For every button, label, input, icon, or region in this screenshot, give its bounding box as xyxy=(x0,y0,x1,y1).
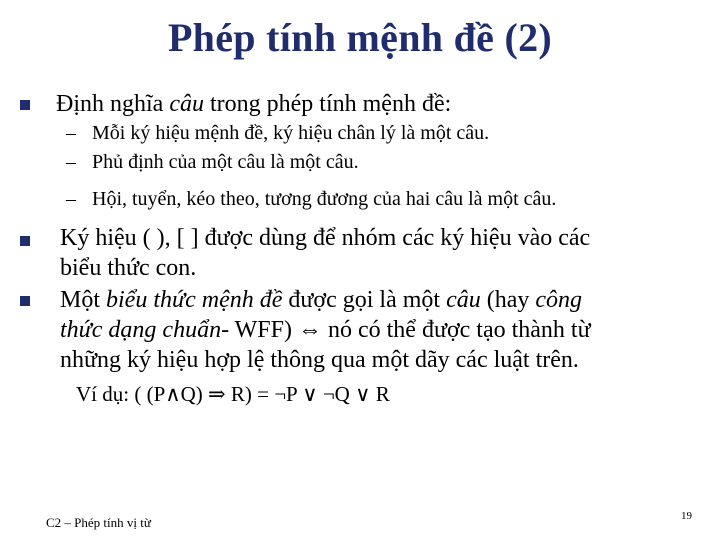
bullet-definition-prefix: Định nghĩa xyxy=(56,91,170,117)
bullet-definition-emphasis: câu xyxy=(169,91,204,117)
wff-text-2: được gọi là một xyxy=(282,287,447,313)
wff-emph-3: công xyxy=(535,287,583,313)
bullet-definition-suffix: trong phép tính mệnh đề: xyxy=(203,91,452,117)
dash-3: – xyxy=(66,188,76,210)
square-bullet-icon xyxy=(20,296,30,306)
wff-text-3: (hay xyxy=(480,287,536,313)
wff-text-4: - WFF) xyxy=(221,317,298,343)
page-title: Phép tính mệnh đề (2) xyxy=(167,15,553,60)
bullet-definition xyxy=(56,88,451,120)
page-number: 19 xyxy=(681,510,692,522)
square-bullet-icon xyxy=(20,236,30,246)
bullet-wff-line-2 xyxy=(60,314,591,346)
square-bullet-icon xyxy=(20,100,30,110)
wff-emph-2: câu xyxy=(446,287,481,313)
example-formula: Ví dụ: ( (P∧Q) ⇒ R) = ¬P ∨ ¬Q ∨ R xyxy=(76,382,390,406)
bullet-wff-line-1 xyxy=(60,284,582,316)
subitem-2: Phủ định của một câu là một câu. xyxy=(92,151,359,173)
iff-symbol: ⇔ xyxy=(297,317,322,343)
bullet-grouping-line-1: Ký hiệu ( ), [ ] được dùng để nhóm các ký hiệu vào các xyxy=(60,225,591,251)
dash-2: – xyxy=(66,151,76,173)
wff-text-5: nó có thể được tạo thành từ xyxy=(321,317,591,343)
bullet-wff-line-3: những ký hiệu hợp lệ thông qua một dãy các luật trên. xyxy=(60,347,579,373)
wff-emph-4: thức dạng chuẩn xyxy=(60,317,222,343)
subitem-1: Mỗi ký hiệu mệnh đề, ký hiệu chân lý là một câu. xyxy=(92,122,490,144)
dash-1: – xyxy=(66,122,76,144)
wff-text-1: Một xyxy=(60,287,107,313)
wff-emph-1: biểu thức mệnh đề xyxy=(106,287,283,313)
bullet-grouping-line-2: biểu thức con. xyxy=(60,255,197,281)
subitem-3: Hội, tuyển, kéo theo, tương đương của hai câu là một câu. xyxy=(92,188,557,210)
footer-text: C2 – Phép tính vị từ xyxy=(46,515,151,530)
